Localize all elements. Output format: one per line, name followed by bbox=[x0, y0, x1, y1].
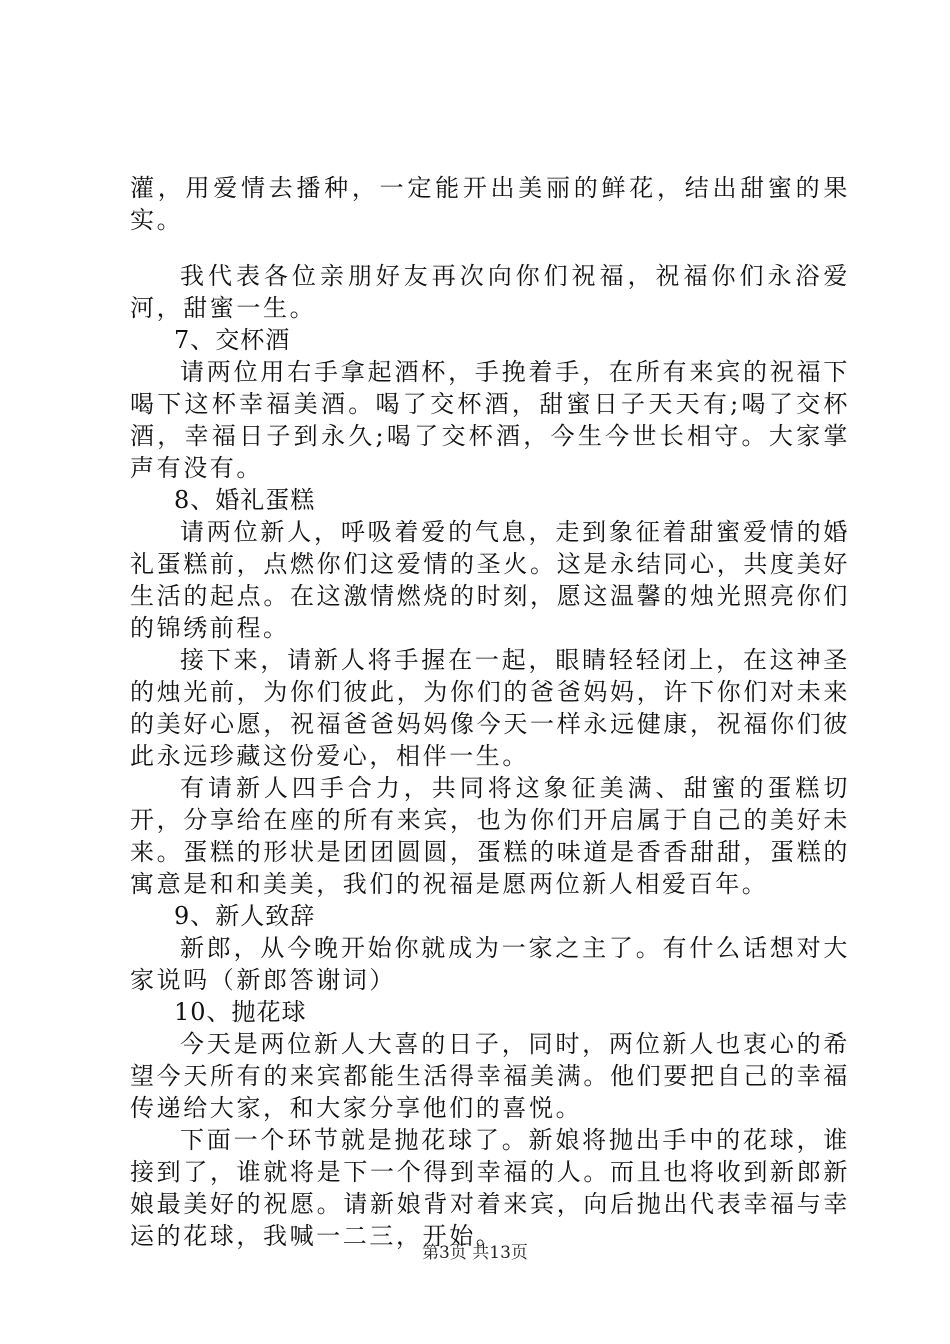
page-footer: 第3页 共13页 bbox=[422, 1243, 528, 1263]
document-body bbox=[130, 172, 850, 1252]
body-paragraph: 请两位新人，呼吸着爱的气息，走到象征着甜蜜爱情的婚礼蛋糕前，点燃你们这爱情的圣火。这是永结同心，共度美好生活的起点。在这激情燃烧的时刻，愿这温馨的烛光照亮你们的锦绣前程。 bbox=[130, 518, 850, 642]
section-heading: 8、婚礼蛋糕 bbox=[174, 486, 316, 514]
body-paragraph: 请两位用右手拿起酒杯，手挽着手，在所有来宾的祝福下喝下这杯幸福美酒。喝了交杯酒，甜蜜日子天天有;喝了交杯酒，幸福日子到永久;喝了交杯酒，今生今世长相守。大家掌声有没有。 bbox=[130, 358, 850, 482]
section-heading: 9、新人致辞 bbox=[174, 902, 316, 930]
section-heading: 7、交杯酒 bbox=[174, 326, 291, 354]
body-paragraph: 我代表各位亲朋好友再次向你们祝福，祝福你们永浴爱河，甜蜜一生。 bbox=[130, 262, 850, 322]
continued-paragraph: 灌，用爱情去播种，一定能开出美丽的鲜花，结出甜蜜的果实。 bbox=[130, 174, 850, 234]
body-paragraph: 今天是两位新人大喜的日子，同时，两位新人也衷心的希望今天所有的来宾都能生活得幸福美满。他们要把自己的幸福传递给大家，和大家分享他们的喜悦。 bbox=[130, 1030, 850, 1122]
body-paragraph: 有请新人四手合力，共同将这象征美满、甜蜜的蛋糕切开，分享给在座的所有来宾，也为你们开启属于自己的美好未来。蛋糕的形状是团团圆圆，蛋糕的味道是香香甜甜，蛋糕的寓意是和和美美，我们的祝福是愿两位新人相爱百年。 bbox=[130, 774, 850, 898]
body-paragraph: 下面一个环节就是抛花球了。新娘将抛出手中的花球，谁接到了，谁就将是下一个得到幸福的人。而且也将收到新郎新娘最美好的祝愿。请新娘背对着来宾，向后抛出代表幸福与幸运的花球，我喊一二三，开始。 bbox=[130, 1126, 850, 1250]
body-paragraph: 新郎，从今晚开始你就成为一家之主了。有什么话想对大家说吗（新郎答谢词） bbox=[130, 934, 850, 994]
section-heading: 10、抛花球 bbox=[174, 998, 307, 1026]
body-paragraph: 接下来，请新人将手握在一起，眼睛轻轻闭上，在这神圣的烛光前，为你们彼此，为你们的爸爸妈妈，许下你们对未来的美好心愿，祝福爸爸妈妈像今天一样永远健康，祝福你们彼此永远珍藏这份爱心，相伴一生。 bbox=[130, 646, 850, 770]
